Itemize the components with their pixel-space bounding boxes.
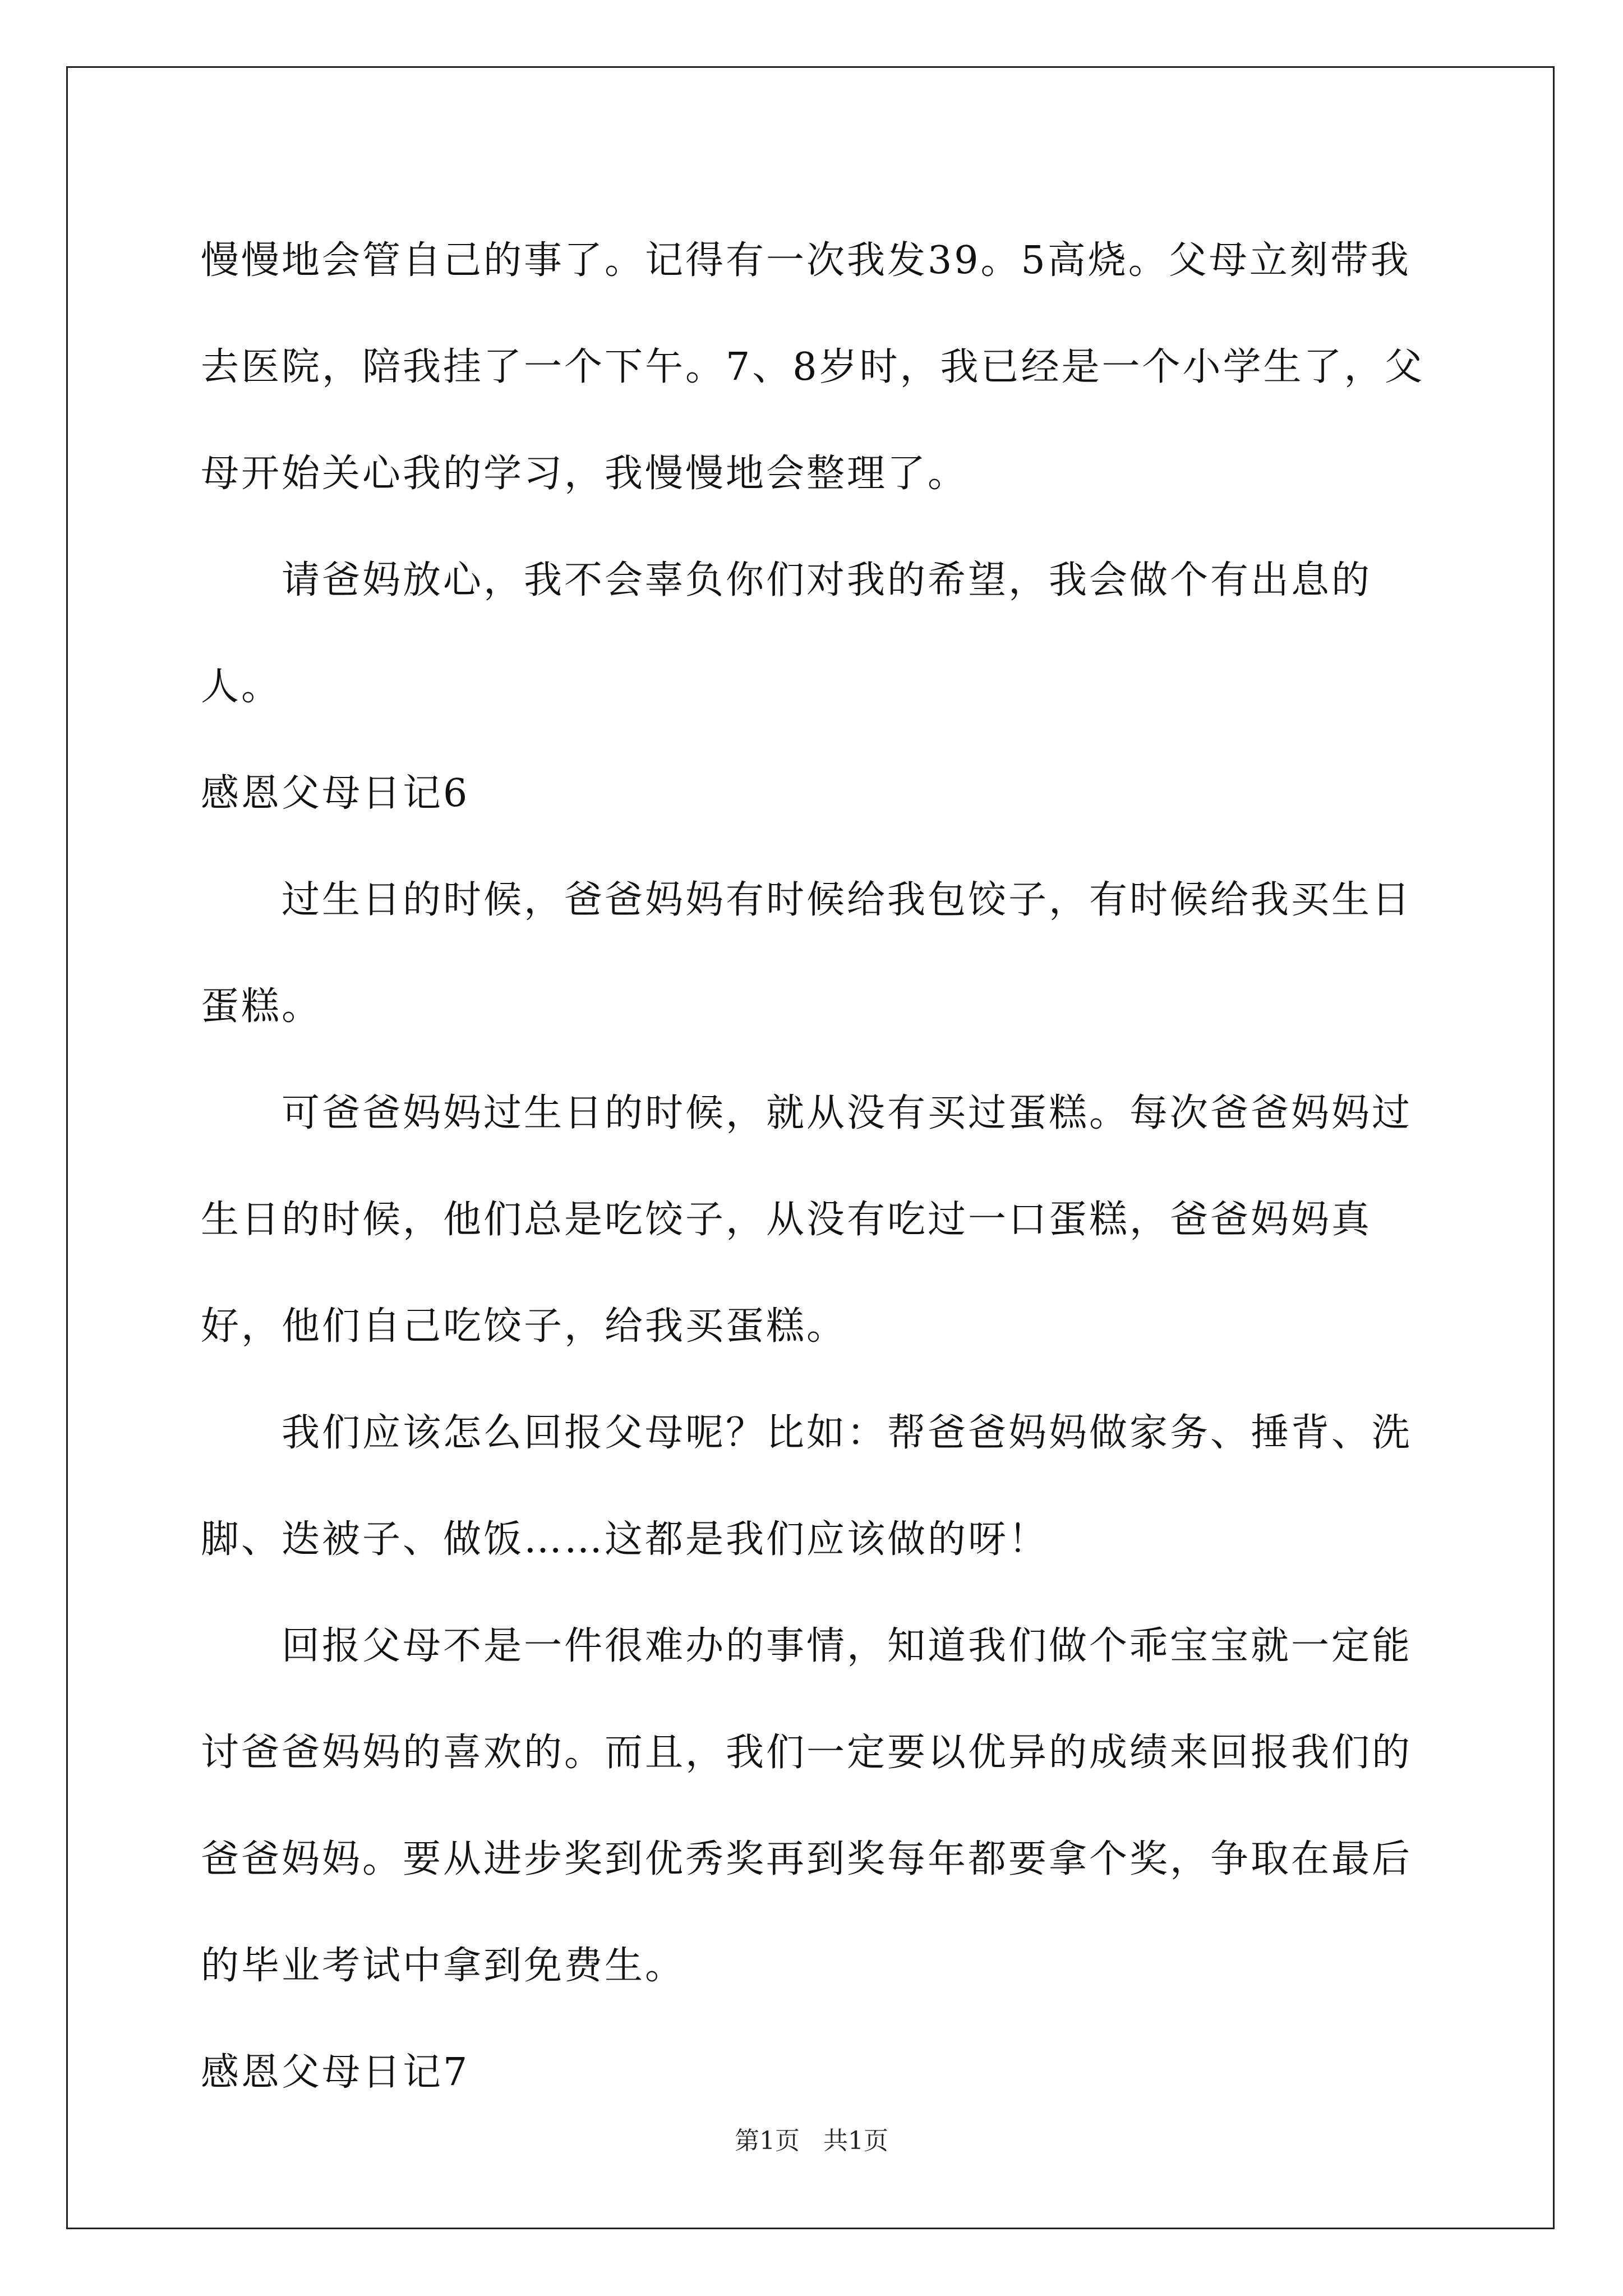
document-body [201, 208, 1435, 2126]
paragraph-5: 我们应该怎么回报父母呢？比如：帮爸爸妈妈做家务、捶背、洗脚、迭被子、做饭……这都是我们应该做的呀！ [201, 1411, 1413, 1562]
page-total: 共1页 [823, 2127, 888, 2155]
paragraph-1: 慢慢地会管自己的事了。记得有一次我发39。5高烧。父母立刻带我去医院，陪我挂了一个下午。7、8岁时，我已经是一个小学生了，父母开始关心我的学习，我慢慢地会整理了。 [201, 238, 1425, 496]
page-number: 第1页 [735, 2127, 800, 2155]
paragraph-6: 回报父母不是一件很难办的事情，知道我们做个乖宝宝就一定能讨爸爸妈妈的喜欢的。而且，我们一定要以优异的成绩来回报我们的爸爸妈妈。要从进步奖到优秀奖再到奖每年都要拿个奖，争取在最后的毕业考试中拿到免费生。 [201, 1624, 1413, 1988]
page-footer [0, 2120, 1623, 2156]
paragraph-3: 过生日的时候，爸爸妈妈有时候给我包饺子，有时候给我买生日蛋糕。 [201, 878, 1413, 1029]
paragraph-2: 请爸妈放心，我不会辜负你们对我的希望，我会做个有出息的人。 [201, 558, 1372, 709]
section-heading-6: 感恩父母日记6 [201, 771, 470, 816]
section-heading-7: 感恩父母日记7 [201, 2050, 470, 2095]
paragraph-4: 可爸爸妈妈过生日的时候，就从没有买过蛋糕。每次爸爸妈妈过生日的时候，他们总是吃饺子，从没有吃过一口蛋糕，爸爸妈妈真好，他们自己吃饺子，给我买蛋糕。 [201, 1091, 1413, 1349]
